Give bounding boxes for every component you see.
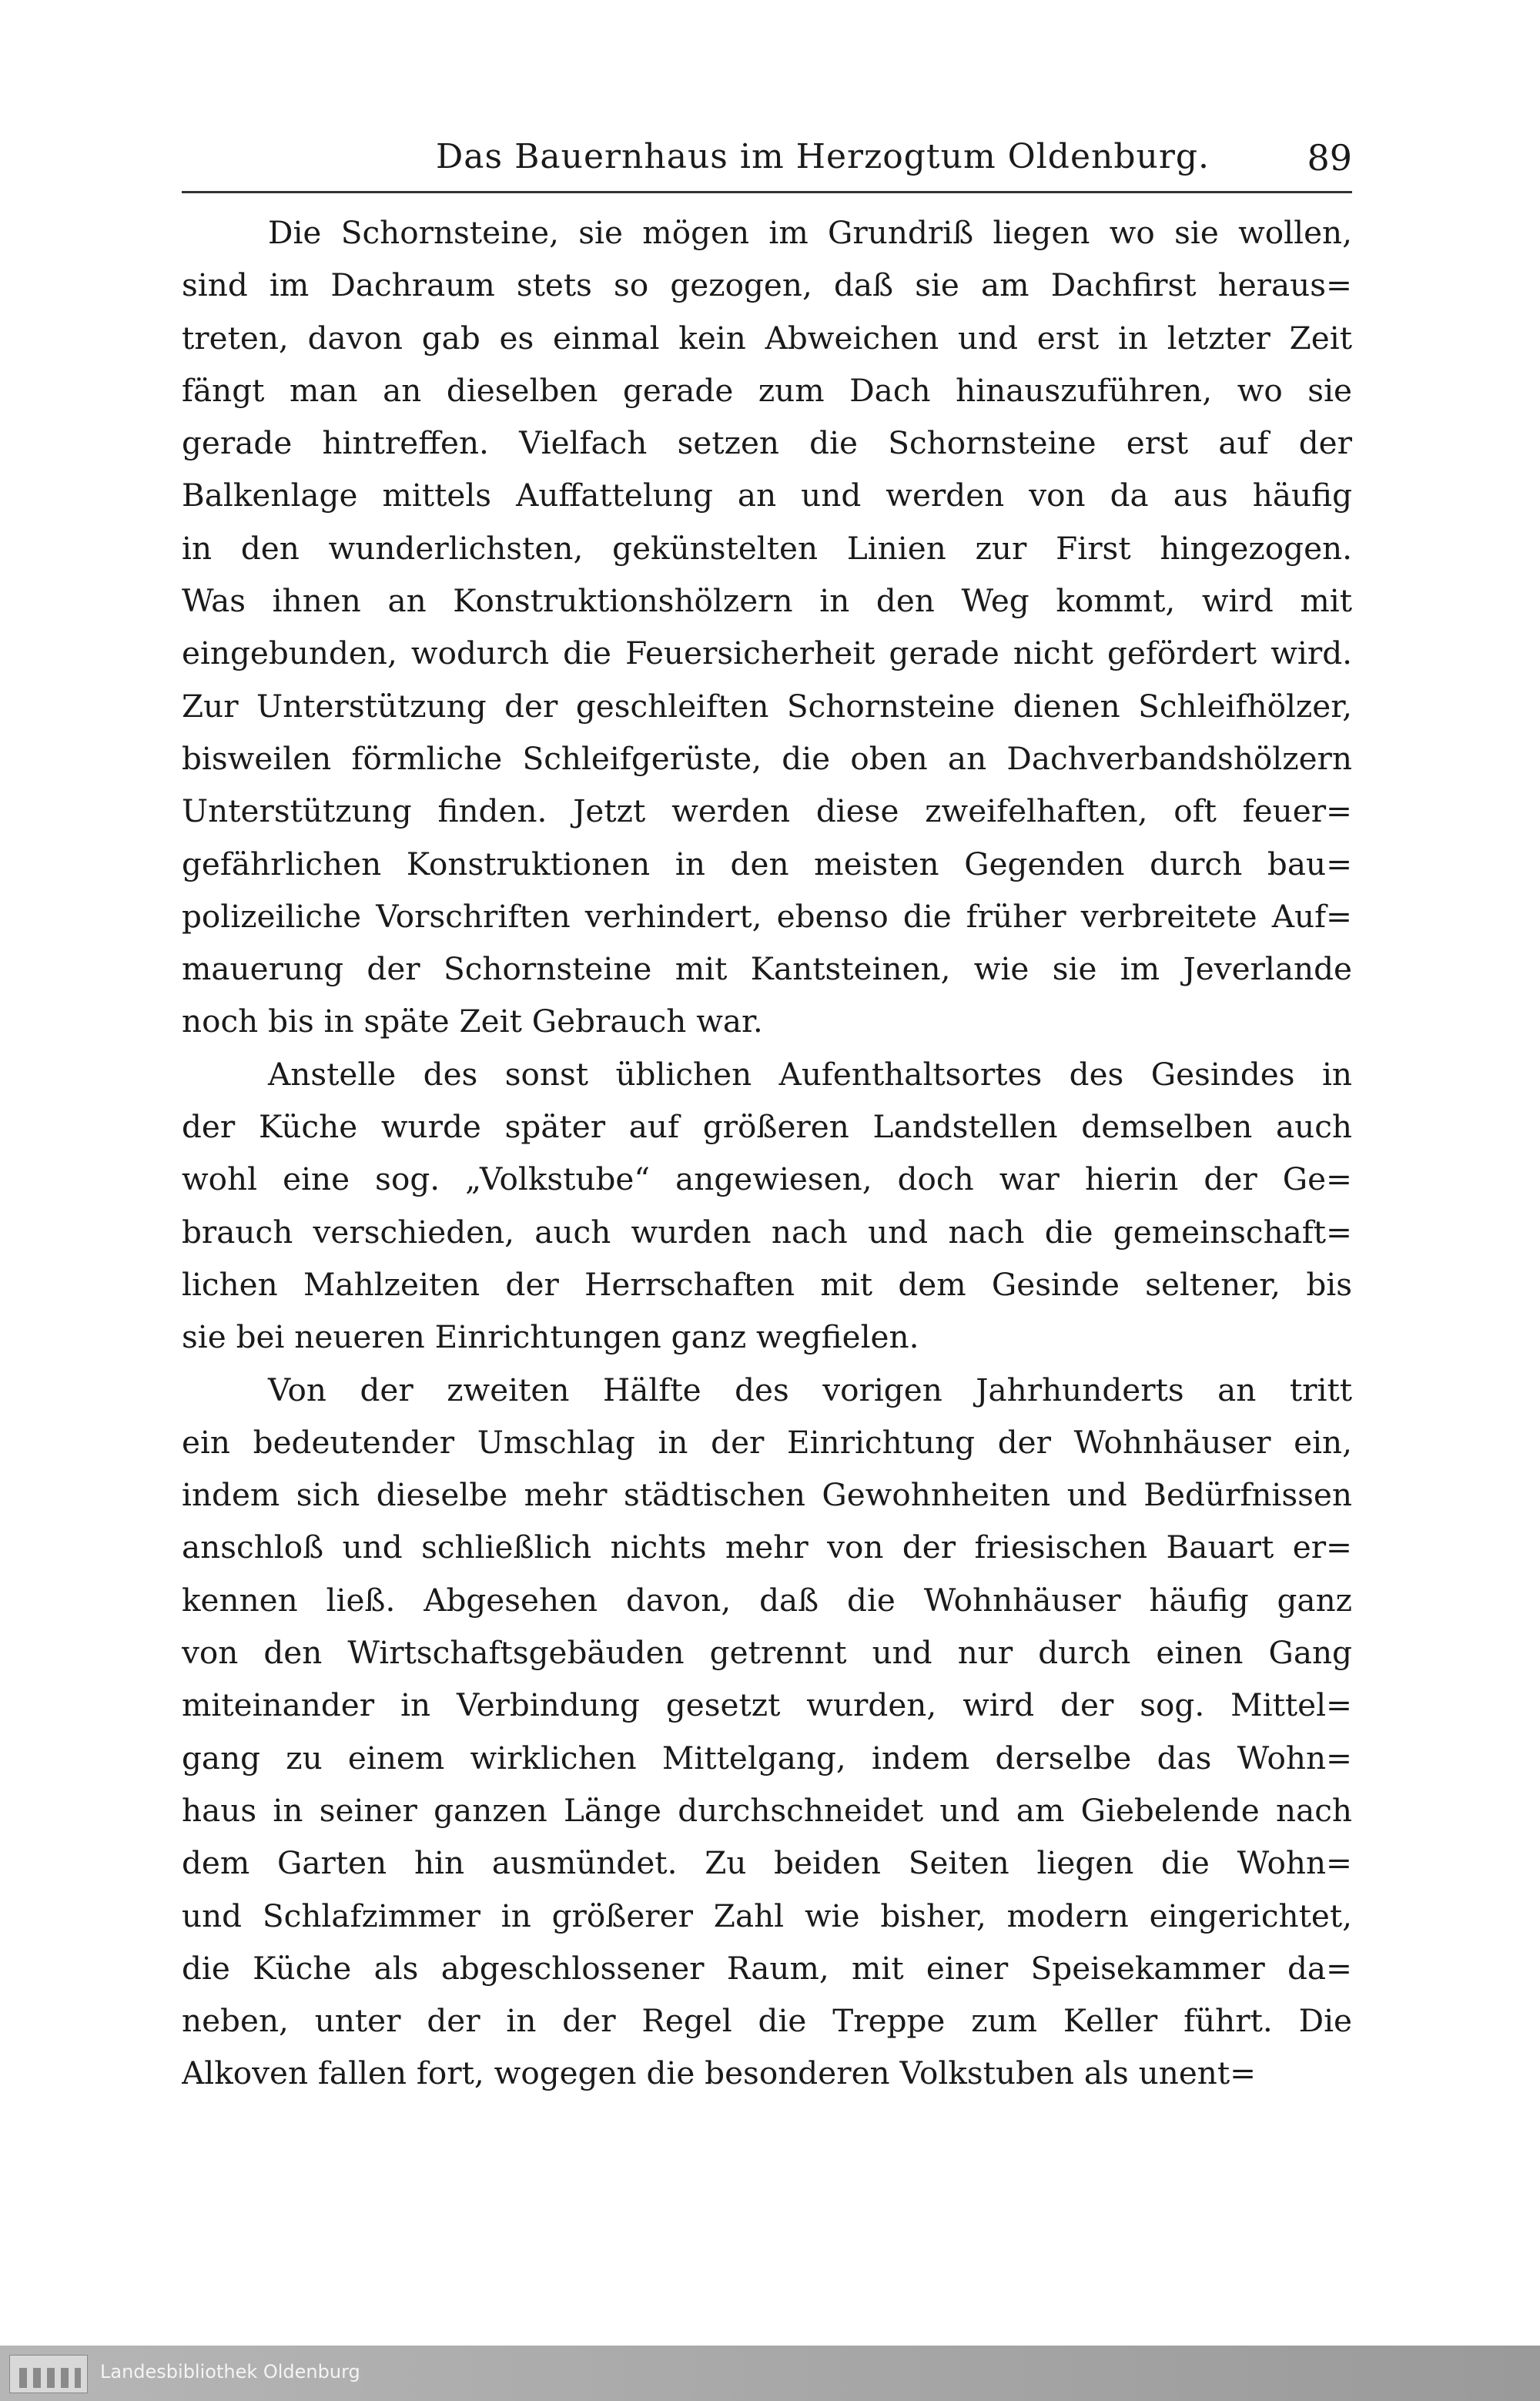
text-line: Die Schornsteine, sie mögen im Grundriß liegen wo sie wollen,	[268, 214, 1352, 251]
text-line: gerade hintreffen. Vielfach setzen die Schornsteine erst auf der	[182, 424, 1352, 462]
text-line: Alkoven fallen fort, wogegen die besonderen Volkstuben als unent=	[182, 2054, 1257, 2092]
page-number: 89	[1307, 137, 1352, 179]
text-line: treten, davon gab es einmal kein Abweichen und erst in letzter Zeit	[182, 319, 1352, 357]
text-line: polizeiliche Vorschriften verhindert, ebenso die früher verbreitete Auf=	[182, 897, 1352, 935]
text-line: in den wunderlichsten, gekünstelten Linien zur First hingezogen.	[182, 529, 1352, 567]
text-line: Was ihnen an Konstruktionshölzern in den Weg kommt, wird mit	[182, 582, 1352, 620]
text-line: Von der zweiten Hälfte des vorigen Jahrhunderts an tritt	[268, 1371, 1352, 1408]
text-line: eingebunden, wodurch die Feuersicherheit gerade nicht gefördert wird.	[182, 635, 1352, 672]
text-line: indem sich dieselbe mehr städtischen Gewohnheiten und Bedürfnissen	[182, 1476, 1352, 1514]
text-line: und Schlafzimmer in größerer Zahl wie bisher, modern eingerichtet,	[182, 1897, 1352, 1934]
library-name: Landesbibliothek Oldenburg	[100, 2361, 360, 2383]
text-line: ein bedeutender Umschlag in der Einrichtung der Wohnhäuser ein,	[182, 1423, 1352, 1461]
text-line: neben, unter der in der Regel die Treppe zum Keller führt. Die	[182, 2002, 1352, 2040]
text-line: gang zu einem wirklichen Mittelgang, indem derselbe das Wohn=	[182, 1739, 1352, 1776]
paragraph-3	[182, 1364, 1352, 2100]
text-line: anschloß und schließlich nichts mehr von der friesischen Bauart er=	[182, 1529, 1352, 1566]
text-line: Balkenlage mittels Auffattelung an und werden von da aus häufig	[182, 477, 1352, 514]
text-line: gefährlichen Konstruktionen in den meisten Gegenden durch bau=	[182, 845, 1352, 882]
page-header	[182, 137, 1352, 199]
library-building-icon	[9, 2355, 88, 2393]
paragraph-1	[182, 206, 1352, 1048]
text-line: von den Wirtschaftsgebäuden getrennt und nur durch einen Gang	[182, 1634, 1352, 1672]
text-line: noch bis in späte Zeit Gebrauch war.	[182, 1003, 763, 1040]
text-line: wohl eine sog. „Volkstube“ angewiesen, doch war hierin der Ge=	[182, 1160, 1352, 1198]
text-line: brauch verschieden, auch wurden nach und nach die gemeinschaft=	[182, 1213, 1352, 1251]
running-title: Das Bauernhaus im Herzogtum Oldenburg.	[436, 137, 1210, 176]
text-line: der Küche wurde später auf größeren Landstellen demselben auch	[182, 1108, 1352, 1146]
text-line: miteinander in Verbindung gesetzt wurden, wird der sog. Mittel=	[182, 1686, 1352, 1724]
text-line: Unterstützung finden. Jetzt werden diese zweifelhaften, oft feuer=	[182, 792, 1352, 830]
text-line: fängt man an dieselben gerade zum Dach hinauszuführen, wo sie	[182, 371, 1352, 409]
paragraph-2	[182, 1048, 1352, 1364]
text-line: kennen ließ. Abgesehen davon, daß die Wohnhäuser häufig ganz	[182, 1581, 1352, 1619]
text-line: die Küche als abgeschlossener Raum, mit einer Speisekammer da=	[182, 1949, 1352, 1987]
body-text	[182, 206, 1352, 2100]
text-line: mauerung der Schornsteine mit Kantsteinen, wie sie im Jeverlande	[182, 950, 1352, 988]
text-line: Zur Unterstützung der geschleiften Schornsteine dienen Schleifhölzer,	[182, 687, 1352, 725]
text-line: sie bei neueren Einrichtungen ganz wegfielen.	[182, 1318, 919, 1356]
text-line: bisweilen förmliche Schleifgerüste, die oben an Dachverbandshölzern	[182, 739, 1352, 777]
text-line: lichen Mahlzeiten der Herrschaften mit dem Gesinde seltener, bis	[182, 1265, 1352, 1303]
library-footer	[0, 2346, 1540, 2401]
text-line: haus in seiner ganzen Länge durchschneidet und am Giebelende nach	[182, 1791, 1352, 1829]
header-rule	[182, 191, 1352, 193]
text-line: dem Garten hin ausmündet. Zu beiden Seiten liegen die Wohn=	[182, 1844, 1352, 1882]
text-line: Anstelle des sonst üblichen Aufenthaltsortes des Gesindes in	[268, 1055, 1352, 1093]
text-line: sind im Dachraum stets so gezogen, daß sie am Dachfirst heraus=	[182, 266, 1352, 304]
